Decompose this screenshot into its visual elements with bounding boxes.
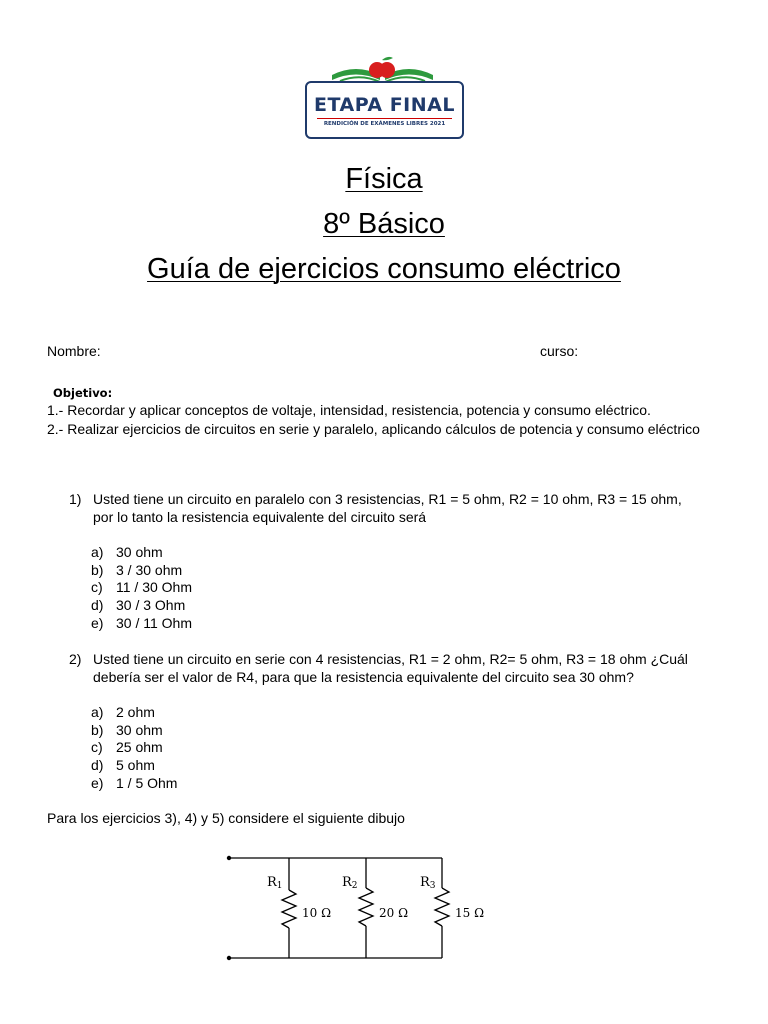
course-label: curso: [540,343,579,359]
option-letter: b) [91,721,104,738]
answer-option [91,704,177,722]
branch-r3 [435,858,449,958]
option-text: 3 / 30 ohm [116,561,183,578]
r3-label: R3 [420,875,436,891]
option-letter: c) [91,739,103,756]
option-letter: a) [91,544,104,560]
objective-item: 2.- Realizar ejercicios de circuitos en serie y paralelo, aplicando cálculos de potencia y consumo eléctrico [47,421,700,437]
option-text: 30 ohm [116,544,163,560]
resistor-r1 [282,890,296,928]
option-text: 30 / 3 Ohm [116,597,186,614]
branch-r1 [282,858,296,958]
question-2 [0,651,768,791]
option-text: 30 ohm [116,721,163,738]
resistor-r3 [435,888,449,926]
option-letter: e) [91,614,104,631]
grade-title: 8º Básico [323,208,445,240]
logo-title: ETAPA FINAL [314,94,455,116]
r1-label: R1 [267,875,283,891]
option-letter: d) [91,597,104,614]
logo-subtitle: RENDICIÓN DE EXÁMENES LIBRES 2021 [323,121,446,127]
option-letter: b) [91,561,104,578]
question-text-line: Usted tiene un circuito en paralelo con 3 resistencias, R1 = 5 ohm, R2 = 10 ohm, R3 = 15 ohm, [93,491,682,507]
objective-item: 1.- Recordar y aplicar conceptos de voltaje, intensidad, resistencia, potencia y consumo eléctrico. [47,402,651,418]
option-letter: e) [91,774,104,791]
r2-value: 20 Ω [379,906,409,920]
option-letter: d) [91,757,104,774]
answer-option [91,597,192,615]
answer-options [91,544,192,632]
terminal-top [227,856,231,860]
answer-option [91,579,192,597]
exercise-note: Para los ejercicios 3), 4) y 5) considere el siguiente dibujo [47,810,405,826]
answer-option [91,562,192,580]
question-number: 2) [69,651,82,667]
option-text: 11 / 30 Ohm [116,579,193,596]
option-text: 30 / 11 Ohm [116,614,193,631]
branch-r2 [359,858,373,958]
question-text-line: debería ser el valor de R4, para que la resistencia equivalente del circuito sea 30 ohm? [93,669,634,685]
option-text: 1 / 5 Ohm [116,774,178,791]
question-text-line: por lo tanto la resistencia equivalente del circuito será [93,509,427,525]
option-letter: c) [91,579,103,596]
parallel-circuit-diagram [222,848,502,968]
objective-label: Objetivo: [53,386,113,400]
subject-title: Física [345,163,423,195]
answer-option [91,739,177,757]
answer-option [91,722,177,740]
answer-option [91,544,192,562]
logo-divider [317,118,452,119]
name-label: Nombre: [47,343,101,359]
r3-value: 15 Ω [455,906,485,920]
option-letter: a) [91,704,104,720]
option-text: 2 ohm [116,704,155,720]
r1-value: 10 Ω [302,906,332,920]
answer-option [91,775,177,793]
guide-title: Guía de ejercicios consumo eléctrico [147,253,621,285]
question-text-line: Usted tiene un circuito en serie con 4 resistencias, R1 = 2 ohm, R2= 5 ohm, R3 = 18 ohm ¿Cuál [93,651,688,667]
option-text: 5 ohm [116,757,155,774]
question-1 [0,491,768,631]
option-text: 25 ohm [116,739,163,756]
answer-option [91,615,192,633]
answer-option [91,757,177,775]
question-number: 1) [69,491,82,507]
r2-label: R2 [342,875,358,891]
etapa-final-logo [305,55,462,137]
logo-badge [305,81,464,139]
terminal-bottom [227,956,231,960]
resistor-r2 [359,888,373,926]
answer-options [91,704,177,792]
